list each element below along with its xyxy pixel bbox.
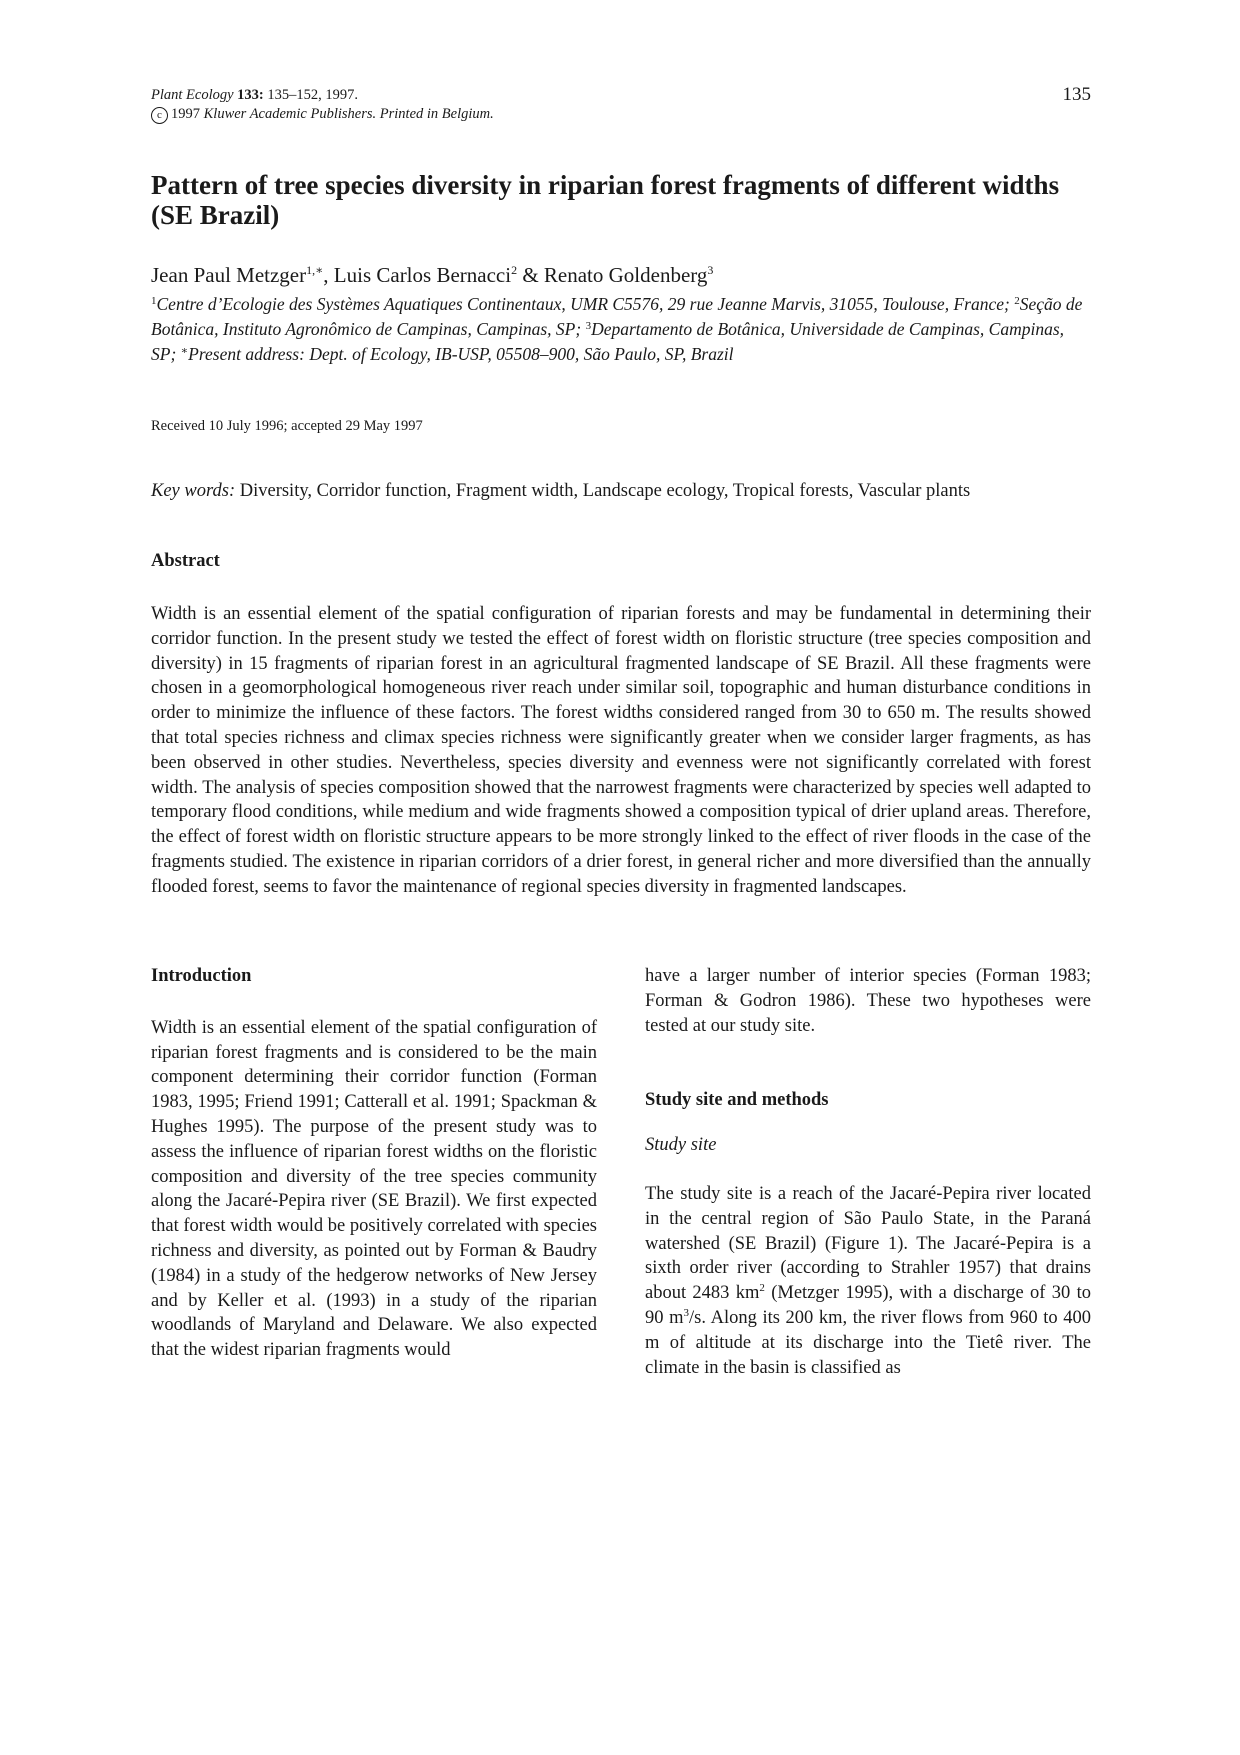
author-superscript: 1,∗ <box>306 263 324 277</box>
copyright-icon: c <box>151 107 168 124</box>
study-site-methods-heading: Study site and methods <box>645 1090 829 1111</box>
keywords <box>151 479 970 503</box>
abstract-heading: Abstract <box>151 551 220 571</box>
introduction-paragraph: Width is an essential element of the spatial configuration of riparian forest fragments and is considered to be the main component determining their corridor function (Forman 1983, 1995; Friend 1991; Catterall et al. 1991; Spackman & Hughes 1995). The purpose of the present study was to assess the influence of riparian forest widths on the floristic composition and diversity of the tree species community along the Jacaré-Pepira river (SE Brazil). We first expected that forest width would be positively correlated with species richness and diversity, as pointed out by Forman & Baudry (1984) in a study of the hedgerow networks of New Jersey and by Keller et al. (1993) in a study of the riparian woodlands of Maryland and Delaware. We also expected that the widest riparian fragments would <box>151 1017 597 1361</box>
keywords-text: Diversity, Corridor function, Fragment width, Landscape ecology, Tropical forests, Vascular plants <box>235 481 971 501</box>
citation-line <box>151 86 494 105</box>
author-name: Jean Paul Metzger <box>151 263 307 287</box>
study-site-text: The study site is a reach of the Jacaré-Pepira river located in the central region of São Paulo State, in the Paraná watershed (SE Brazil) (Figure 1). The Jacaré-Pepira is a sixth order river (according to Strahler 1957) that drains about 2483 km <box>645 1183 1091 1304</box>
unit-superscript: 2 <box>759 1282 765 1295</box>
author-list <box>151 262 713 288</box>
received-date: Received 10 July 1996; accepted 29 May 1997 <box>151 418 423 434</box>
affiliation-text: Seção de Botânica, Instituto Agronômico de Campinas, Campinas, SP; <box>151 294 1083 339</box>
affiliation-marker: 3 <box>585 320 592 332</box>
keywords-label: Key words: <box>151 481 236 501</box>
affiliation-text: Centre d’Ecologie des Systèmes Aquatiques Continentaux, UMR C5576, 29 rue Jeanne Marvis, 31055, Toulouse, France; <box>156 294 1015 314</box>
journal-volume: 133: <box>237 87 264 103</box>
printed-note: Printed in Belgium. <box>379 106 494 122</box>
affiliation-marker: 1 <box>151 295 157 307</box>
affiliation-marker: 2 <box>1014 295 1020 307</box>
unit-superscript: 3 <box>683 1306 690 1319</box>
introduction-continued: have a larger number of interior species (Forman 1983; Forman & Godron 1986). These two hypotheses were tested at our study site. <box>645 966 1091 1036</box>
copyright-line <box>151 105 494 124</box>
copyright-year: 1997 <box>171 106 200 122</box>
introduction-heading: Introduction <box>151 966 252 986</box>
abstract-text: Width is an essential element of the spatial configuration of riparian forests and may be fundamental in determining their corridor function. In the present study we tested the effect of forest width on floristic structure (tree species composition and diversity) in 15 fragments of riparian forest in an agricultural fragmented landscape of SE Brazil. All these fragments were chosen in a geomorphological homogeneous river reach under similar soil, topographic and human disturbance conditions in order to minimize the influence of these factors. The forest widths considered ranged from 30 to 650 m. The results showed that total species richness and climax species richness were significantly greater when we consider larger fragments, as has been observed in other studies. Nevertheless, species diversity and evenness were not significantly correlated with forest width. The analysis of species composition showed that the narrowest fragments were characterized by species well adapted to temporary flood conditions, while medium and wide fragments showed a composition typical of drier upland areas. Therefore, the effect of forest width on floristic structure appears to be more strongly linked to the effect of river floods in the case of the fragments studied. The existence in riparian corridors of a drier forest, in general richer and more diversified than the annually flooded forest, seems to favor the maintenance of regional species diversity in fragmented landscapes. <box>151 604 1091 897</box>
page-number: 135 <box>1062 84 1091 105</box>
author-superscript: 3 <box>707 263 714 277</box>
affiliations <box>151 292 1091 367</box>
article-title: Pattern of tree species diversity in riparian forest fragments of different widths (SE Brazil) <box>151 170 1060 230</box>
author-superscript: 2 <box>511 263 518 277</box>
study-site-text: /s. Along its 200 km, the river flows from 960 to 400 m of altitude at its discharge into the Tietê river. The climate in the basin is classified as <box>645 1307 1091 1378</box>
study-site-paragraph <box>645 1182 1091 1380</box>
author-name: , Luis Carlos Bernacci <box>323 263 512 287</box>
left-column <box>151 964 597 1363</box>
publisher-name: Kluwer Academic Publishers. <box>203 106 377 122</box>
author-name: & Renato Goldenberg <box>517 263 708 287</box>
journal-name: Plant Ecology <box>151 87 234 103</box>
study-site-subheading: Study site <box>645 1135 717 1156</box>
right-column <box>645 964 1091 1380</box>
study-site-text: (Metzger 1995), with a discharge of 30 to 90 m <box>645 1283 1091 1328</box>
affiliation-text: Present address: Dept. of Ecology, IB-USP, 05508–900, São Paulo, SP, Brazil <box>188 344 734 364</box>
affiliation-text: Departamento de Botânica, Universidade de Campinas, Campinas, SP; <box>151 319 1065 364</box>
journal-pages: 135–152, 1997. <box>267 87 359 103</box>
affiliation-marker: ∗ <box>180 345 189 357</box>
journal-header <box>151 86 494 124</box>
